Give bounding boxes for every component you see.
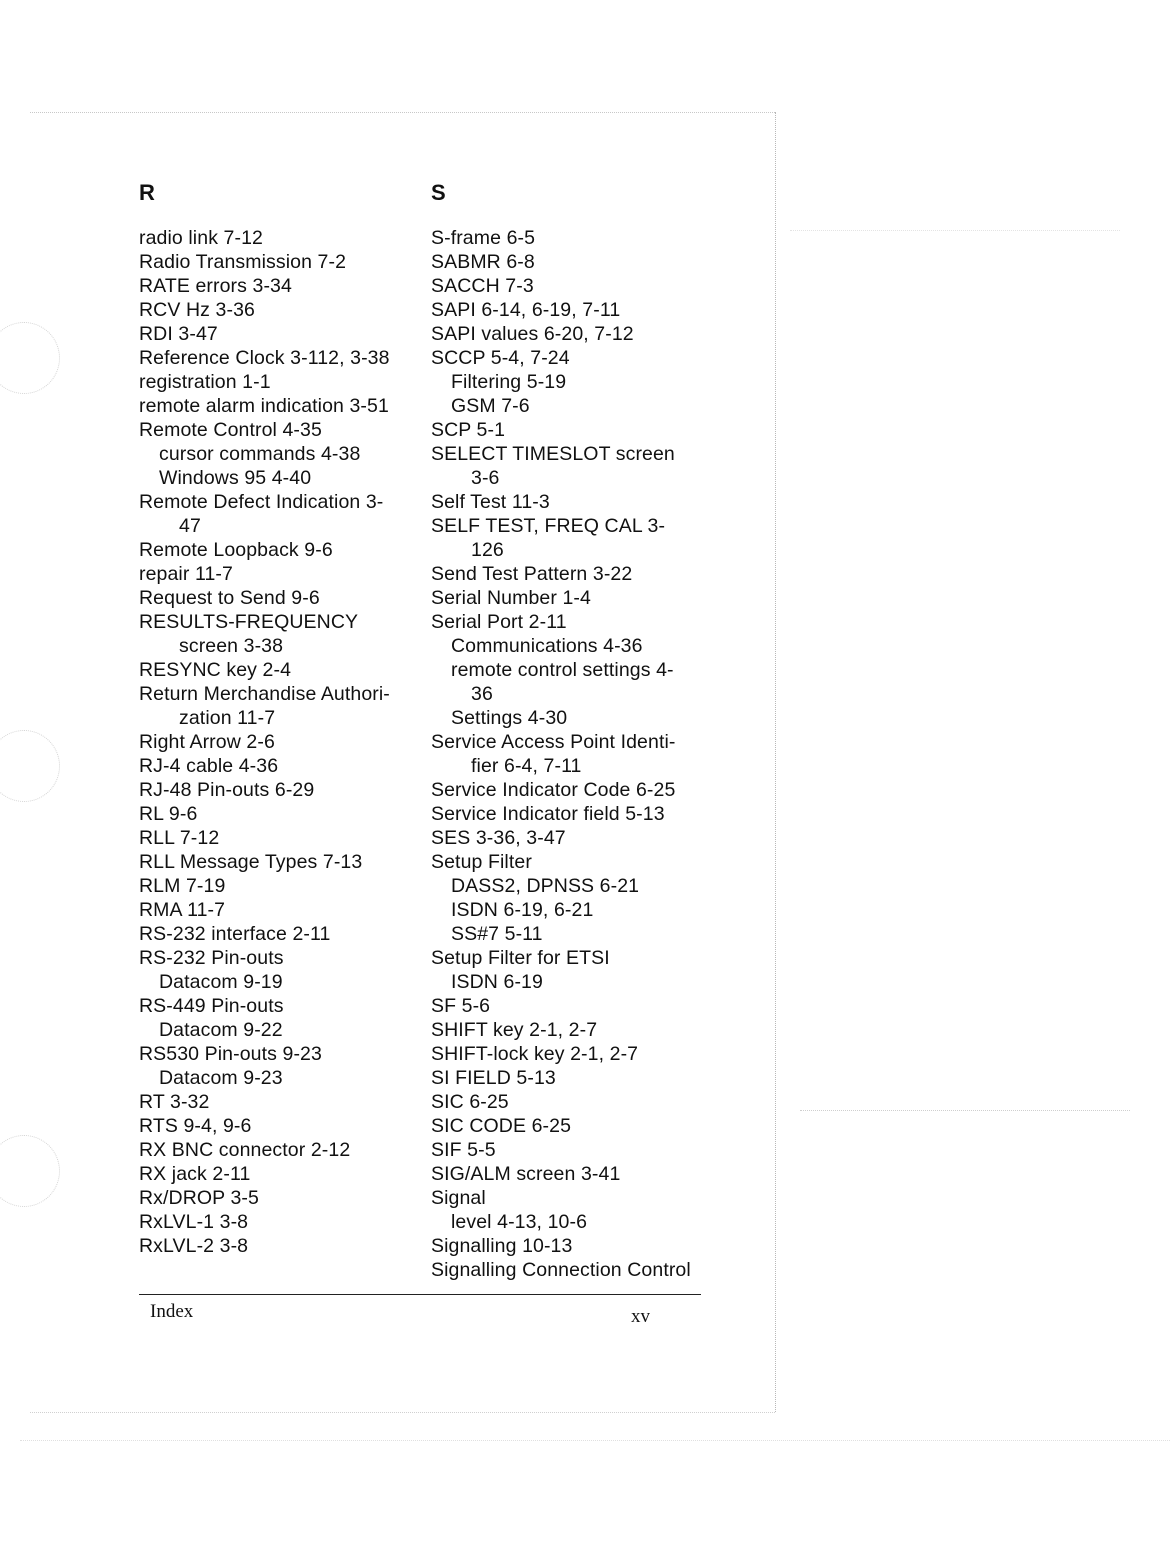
index-entry: Datacom 9-23 — [159, 1067, 283, 1089]
page-number: xv — [631, 1306, 650, 1327]
index-entries-s — [431, 226, 731, 1282]
index-entry: RATE errors 3-34 — [139, 275, 292, 297]
index-entry: S-frame 6-5 — [431, 227, 536, 249]
index-entry: RL 9-6 — [139, 803, 198, 825]
index-entry: DASS2, DPNSS 6-21 — [451, 875, 640, 897]
index-entry: Settings 4-30 — [451, 707, 568, 729]
index-entries-r — [139, 226, 409, 1258]
index-entry: zation 11-7 — [179, 707, 276, 729]
index-entry: Setup Filter for ETSI — [431, 947, 610, 969]
scan-edge-bottom-outer — [20, 1440, 1170, 1441]
index-entry: RESYNC key 2-4 — [139, 659, 292, 681]
index-entry: Signal — [431, 1187, 486, 1209]
index-entry: SCCP 5-4, 7-24 — [431, 347, 570, 369]
index-entry: SHIFT-lock key 2-1, 2-7 — [431, 1043, 639, 1065]
footer-rule — [139, 1294, 701, 1295]
index-entry: radio link 7-12 — [139, 227, 263, 249]
index-entry: Service Access Point Identi- — [431, 731, 676, 753]
index-entry: RS530 Pin-outs 9-23 — [139, 1043, 322, 1065]
index-entry: SELF TEST, FREQ CAL 3- — [431, 515, 666, 537]
index-entry: RJ-48 Pin-outs 6-29 — [139, 779, 315, 801]
index-entry: RTS 9-4, 9-6 — [139, 1115, 252, 1137]
section-letter-r: R — [139, 180, 155, 205]
index-entry: GSM 7-6 — [451, 395, 530, 417]
scan-mark-side — [800, 1110, 1130, 1111]
scan-mark-side-top — [790, 230, 1120, 231]
index-entry: SELECT TIMESLOT screen — [431, 443, 675, 465]
index-entry: SAPI values 6-20, 7-12 — [431, 323, 634, 345]
index-entry: Signalling Connection Control — [431, 1259, 691, 1281]
index-entry: SF 5-6 — [431, 995, 491, 1017]
punch-hole-bottom — [0, 1135, 60, 1207]
index-entry: cursor commands 4-38 — [159, 443, 361, 465]
index-entry: Filtering 5-19 — [451, 371, 567, 393]
index-entry: SABMR 6-8 — [431, 251, 535, 273]
index-entry: level 4-13, 10-6 — [451, 1211, 588, 1233]
index-entry: SIC 6-25 — [431, 1091, 509, 1113]
index-entry: RLL Message Types 7-13 — [139, 851, 363, 873]
index-entry: Setup Filter — [431, 851, 532, 873]
index-entry: 47 — [179, 515, 201, 537]
index-entry: Windows 95 4-40 — [159, 467, 312, 489]
index-entry: RxLVL-1 3-8 — [139, 1211, 249, 1233]
index-entry: SIC CODE 6-25 — [431, 1115, 572, 1137]
index-column-r — [139, 178, 409, 1258]
index-entry: fier 6-4, 7-11 — [471, 755, 582, 777]
index-entry: Serial Number 1-4 — [431, 587, 591, 609]
index-entry: RxLVL-2 3-8 — [139, 1235, 249, 1257]
section-letter-s: S — [431, 180, 446, 205]
index-entry: Self Test 11-3 — [431, 491, 550, 513]
index-entry: SHIFT key 2-1, 2-7 — [431, 1019, 598, 1041]
scan-edge-right — [775, 112, 776, 1412]
index-entry: screen 3-38 — [179, 635, 284, 657]
index-entry: RS-232 Pin-outs — [139, 947, 284, 969]
index-entry: SIG/ALM screen 3-41 — [431, 1163, 621, 1185]
scan-edge-bottom — [30, 1412, 775, 1413]
index-entry: RJ-4 cable 4-36 — [139, 755, 279, 777]
index-entry: 36 — [471, 683, 493, 705]
punch-hole-middle — [0, 730, 60, 802]
index-entry: SIF 5-5 — [431, 1139, 496, 1161]
index-entry: Remote Loopback 9-6 — [139, 539, 333, 561]
index-entry: RDI 3-47 — [139, 323, 218, 345]
index-entry: SES 3-36, 3-47 — [431, 827, 566, 849]
index-entry: Service Indicator field 5-13 — [431, 803, 665, 825]
punch-hole-top — [0, 322, 60, 394]
index-entry: repair 11-7 — [139, 563, 233, 585]
index-entry: SACCH 7-3 — [431, 275, 534, 297]
index-entry: SS#7 5-11 — [451, 923, 543, 945]
index-entry: registration 1-1 — [139, 371, 271, 393]
index-entry: ISDN 6-19 — [451, 971, 543, 993]
index-entry: Send Test Pattern 3-22 — [431, 563, 633, 585]
index-entry: RS-232 interface 2-11 — [139, 923, 331, 945]
index-entry: RESULTS-FREQUENCY — [139, 611, 359, 633]
index-column-s — [431, 178, 731, 1282]
footer-section-name: Index — [150, 1301, 194, 1322]
index-entry: 126 — [471, 539, 504, 561]
index-entry: SAPI 6-14, 6-19, 7-11 — [431, 299, 621, 321]
index-entry: Right Arrow 2-6 — [139, 731, 275, 753]
index-entry: RCV Hz 3-36 — [139, 299, 255, 321]
index-entry: RX BNC connector 2-12 — [139, 1139, 351, 1161]
index-entry: Service Indicator Code 6-25 — [431, 779, 676, 801]
index-entry: SI FIELD 5-13 — [431, 1067, 556, 1089]
index-entry: Remote Control 4-35 — [139, 419, 322, 441]
index-entry: Request to Send 9-6 — [139, 587, 320, 609]
index-entry: Rx/DROP 3-5 — [139, 1187, 259, 1209]
scan-edge-top — [30, 112, 775, 113]
index-entry: RT 3-32 — [139, 1091, 210, 1113]
index-entry: ISDN 6-19, 6-21 — [451, 899, 594, 921]
index-entry: RMA 11-7 — [139, 899, 226, 921]
index-entry: RLL 7-12 — [139, 827, 220, 849]
index-entry: Reference Clock 3-112, 3-38 — [139, 347, 390, 369]
index-entry: Return Merchandise Authori- — [139, 683, 390, 705]
index-entry: remote control settings 4- — [451, 659, 674, 681]
index-entry: RLM 7-19 — [139, 875, 226, 897]
index-entry: RX jack 2-11 — [139, 1163, 251, 1185]
index-entry: RS-449 Pin-outs — [139, 995, 284, 1017]
index-entry: Signalling 10-13 — [431, 1235, 573, 1257]
index-entry: SCP 5-1 — [431, 419, 506, 441]
index-entry: Datacom 9-19 — [159, 971, 283, 993]
index-entry: remote alarm indication 3-51 — [139, 395, 389, 417]
index-entry: Remote Defect Indication 3- — [139, 491, 384, 513]
index-entry: Radio Transmission 7-2 — [139, 251, 347, 273]
index-entry: Datacom 9-22 — [159, 1019, 283, 1041]
index-entry: Communications 4-36 — [451, 635, 643, 657]
index-entry: 3-6 — [471, 467, 500, 489]
index-entry: Serial Port 2-11 — [431, 611, 567, 633]
